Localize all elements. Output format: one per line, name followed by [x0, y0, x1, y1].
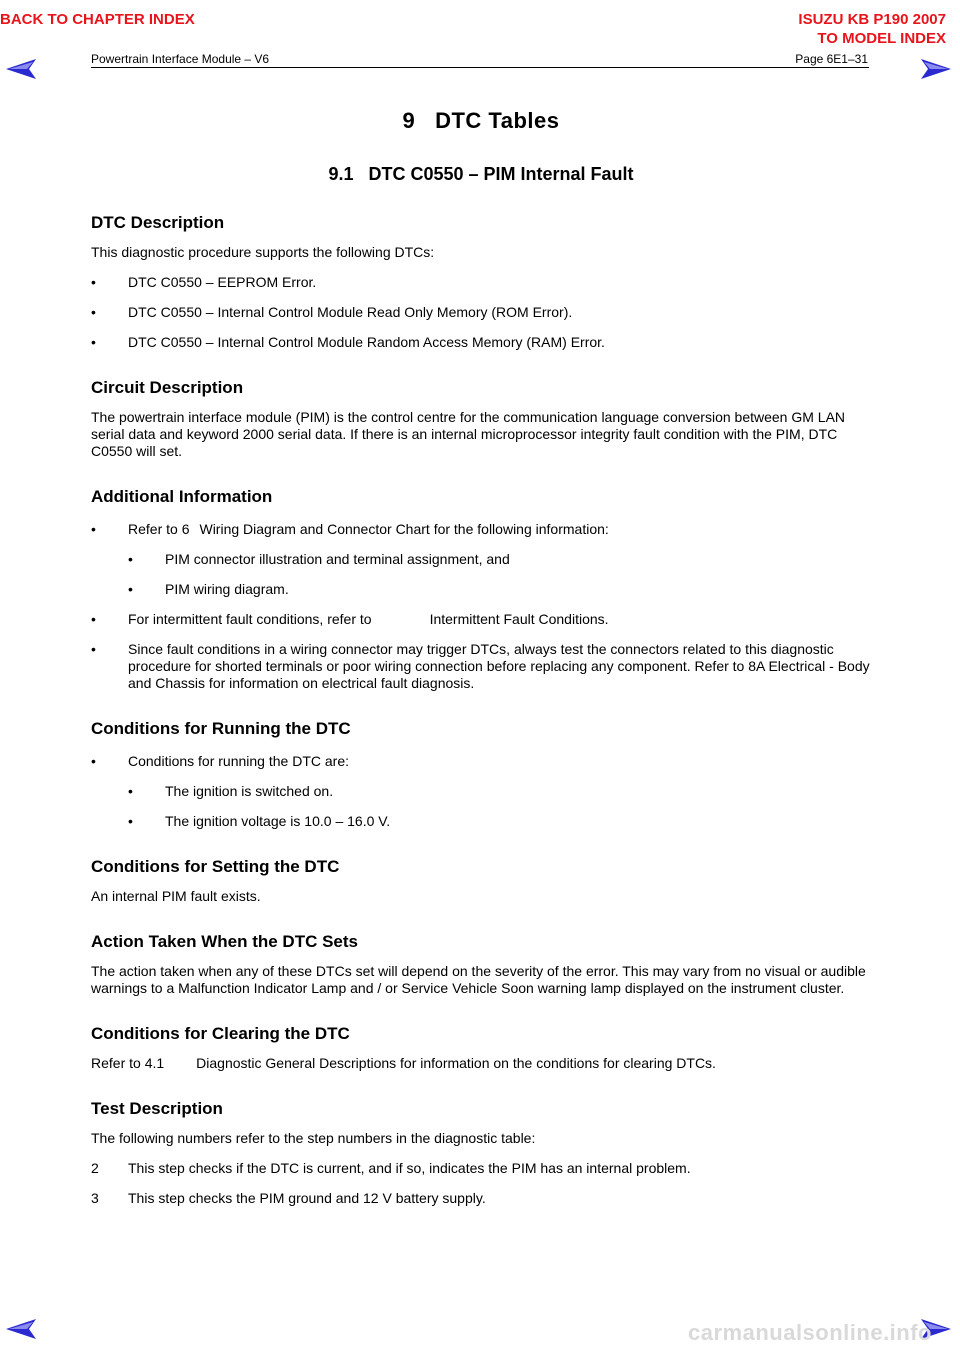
list-item: • PIM wiring diagram. — [128, 581, 289, 597]
page-number: Page 6E1–31 — [795, 52, 868, 66]
list-item: • DTC C0550 – Internal Control Module Read Only Memory (ROM Error). — [91, 304, 573, 320]
page-content — [91, 106, 871, 1207]
conditions-clearing-heading: Conditions for Clearing the DTC — [91, 1024, 350, 1043]
to-model-index-link[interactable]: TO MODEL INDEX — [817, 30, 946, 47]
conditions-setting-text: An internal PIM fault exists. — [91, 888, 261, 904]
circuit-description-heading: Circuit Description — [91, 378, 244, 397]
conditions-clearing-text: Refer to 4.1 Diagnostic General Descriptions for information on the conditions for clearing DTCs. — [91, 1055, 716, 1071]
action-taken-text: The action taken when any of these DTCs set will depend on the severity of the error. This may vary from no visual or audible warnings to a Malfunction Indicator Lamp and / or Service Vehicle Soon warning lamp displayed on the instrument cluster. — [91, 963, 866, 996]
running-header-title: Powertrain Interface Module – V6 — [91, 52, 270, 66]
model-title: ISUZU KB P190 2007 — [798, 11, 946, 28]
prev-page-arrow-icon[interactable] — [5, 58, 37, 80]
additional-information-heading: Additional Information — [91, 487, 273, 506]
subsection-title: 9.1 DTC C0550 – PIM Internal Fault — [328, 164, 634, 184]
test-description-heading: Test Description — [91, 1099, 223, 1118]
next-page-arrow-icon[interactable] — [920, 58, 952, 80]
list-item: 3 This step checks the PIM ground and 12 V battery supply. — [91, 1190, 486, 1206]
test-description-intro: The following numbers refer to the step numbers in the diagnostic table: — [91, 1130, 536, 1146]
list-item: • Conditions for running the DTC are: — [91, 753, 349, 769]
list-item: 2 This step checks if the DTC is current, and if so, indicates the PIM has an internal problem. — [91, 1160, 691, 1176]
section-title: 9 DTC Tables — [402, 108, 560, 133]
list-item: • Refer to 6 Wiring Diagram and Connector Chart for the following information: — [91, 521, 609, 537]
circuit-description-text: The powertrain interface module (PIM) is the control centre for the communication language conversion between GM LAN serial data and keyword 2000 serial data. If there is an internal microprocessor integrity fault condition with the PIM, DTC C0550 will set. — [91, 409, 846, 459]
dtc-description-heading: DTC Description — [91, 213, 225, 232]
list-item: • DTC C0550 – Internal Control Module Random Access Memory (RAM) Error. — [91, 334, 605, 350]
diagnostic-general-descriptions-link[interactable]: Refer to 4.1 — [91, 1055, 165, 1071]
header-rule — [91, 67, 869, 68]
list-item: • DTC C0550 – EEPROM Error. — [91, 274, 317, 290]
list-item: • The ignition is switched on. — [128, 783, 334, 799]
list-item: • The ignition voltage is 10.0 – 16.0 V. — [128, 813, 391, 829]
conditions-setting-heading: Conditions for Setting the DTC — [91, 857, 340, 876]
intermittent-fault-link[interactable]: Intermittent Fault Conditions. — [429, 611, 609, 627]
wiring-diagram-link[interactable]: Refer to 6 Wiring Diagram and Connector Chart for the following information: — [128, 521, 609, 537]
list-item: • Since fault conditions in a wiring connector may trigger DTCs, always test the connectors related to this diagnostic procedure for shorted terminals or poor wiring connection before replacing any component. Refer to 8A Electrical - Body and Chassis for information on electrical fault diagnosis. — [91, 641, 870, 691]
watermark: carmanualsonline.info — [688, 1320, 932, 1345]
prev-page-arrow-icon[interactable] — [5, 1318, 37, 1340]
list-item: • For intermittent fault conditions, refer to Intermittent Fault Conditions. — [91, 611, 609, 627]
dtc-description-intro: This diagnostic procedure supports the following DTCs: — [91, 244, 435, 260]
conditions-running-heading: Conditions for Running the DTC — [91, 719, 351, 738]
back-to-chapter-index-link[interactable]: BACK TO CHAPTER INDEX — [0, 11, 195, 28]
action-taken-heading: Action Taken When the DTC Sets — [91, 932, 358, 951]
list-item: • PIM connector illustration and terminal assignment, and — [128, 551, 510, 567]
